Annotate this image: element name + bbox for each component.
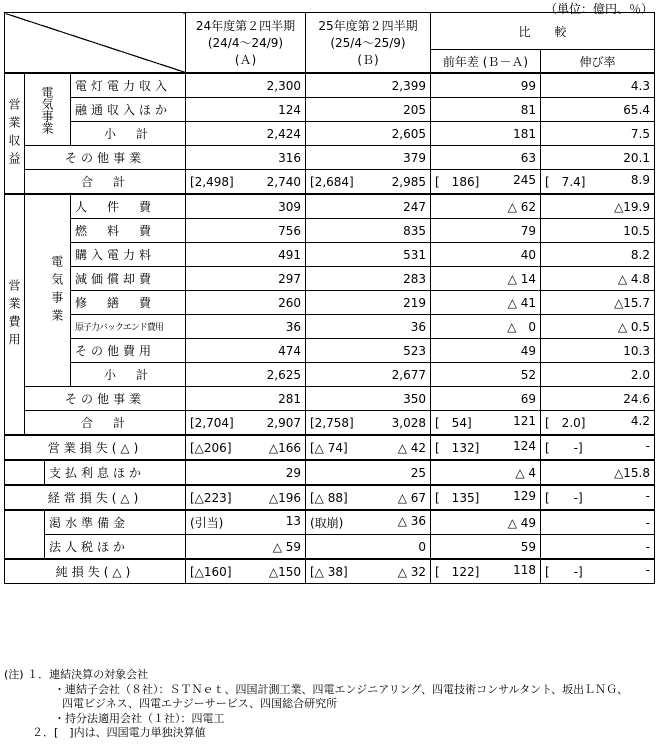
row-label: その他費用 [71, 339, 186, 363]
row-label-total: 合 計 [25, 170, 186, 195]
header-col-b: 25年度第２四半期 (25/4～25/9) (Ｂ) [306, 13, 431, 74]
unit-label: （単位：億円、％） [544, 2, 653, 16]
row-label: 人 件 費 [71, 194, 186, 219]
footnotes [4, 668, 654, 741]
row-label: 燃 料 費 [71, 219, 186, 243]
row-label: 減価償却費 [71, 267, 186, 291]
row-label: 渇水準備金 [45, 510, 186, 535]
header-diff: 前年差 (Ｂ－Ａ) [431, 50, 541, 74]
row-label: その他事業 [25, 146, 186, 170]
group-denki-jigyo-revenue: 電気事業 [25, 73, 71, 146]
row-label-total: 合 計 [25, 411, 186, 436]
row-label: 購入電力料 [71, 243, 186, 267]
note-line: 四電ビジネス、四電エナジーサービス、四国総合研究所 [62, 697, 338, 710]
row-label-net-loss: 純損失(△) [5, 559, 186, 584]
group-eigyo-shueki: 営業収益 [5, 73, 25, 194]
spacer-cell [5, 510, 45, 559]
row-label: 電灯電力収入 [71, 73, 186, 98]
note-line: ・持分法適用会社（１社）：四電工 [54, 711, 225, 725]
comparison-table: 24年度第２四半期 (24/4～24/9) (Ａ) 25年度第２四半期 (25/4～25/9) (Ｂ) 比 較 前年差 (Ｂ－Ａ) 伸び率 営業収益 電気事業 電灯電力収入 2,300 2,399 99 4.3 融通収入ほか 124 205 81 65.4 小 計 2,424 2,605 181 7.5 その他事業 316 379 63 20.1 合 計 [2,498] 2,740 [2,684] 2,985 [ 186] 245 [ 7.4] 8.9 営業費用 電気事業 人 件 費 309 247 △ 62 △19.9 燃 料 費 756 835 79 10.5 購入電力料 491 531 40 8.2 減価償却費 297 283 △ 14 △ 4.8 修 繕 費 260 219 △ 41 △15.7 原子力バックエンド費用 36 36 △ 0 △ 0.5 その他費用 474 523 49 10.3 小 計 2,625 2,677 52 2.0 その他事業 281 350 69 24.6 合 計 [2,704] 2,907 [2,758] 3,028 [ 54] 121 [ 2.0] 4.2 営業損失(△) [△206] △166 [△ 74] △ 42 [ 132] 124 [ -] - 支払利息ほか 29 25 △ 4 △15.8 経常損失(△) [△223] △196 [△ 88] △ 67 [ 135] 129 [ -] - 渇水準備金 (引当) 13 (取崩) △ 36 △ 49 - 法人税ほか △ 59 0 59 - 純損失(△) [△160] △150 [△ 38] △ 32 [ 122] 118 [ -] - [4, 12, 655, 584]
row-label: 法人税ほか [45, 535, 186, 560]
header-rate: 伸び率 [541, 50, 655, 74]
spacer-cell [5, 460, 45, 485]
row-label: 融通収入ほか [71, 98, 186, 122]
row-label: 修 繕 費 [71, 291, 186, 315]
note-line: (注) １．連結決算の対象会社 [4, 668, 149, 681]
row-label: 原子力バックエンド費用 [71, 315, 186, 339]
corner-diagonal-cell [5, 13, 186, 74]
spacer-cell [25, 194, 45, 387]
header-compare: 比 較 [431, 13, 655, 50]
row-label-ordinary-loss: 経常損失(△) [5, 485, 186, 510]
row-label: その他事業 [25, 387, 186, 411]
row-label-subtotal: 小 計 [71, 122, 186, 146]
row-label-operating-loss: 営業損失(△) [5, 435, 186, 460]
row-label-subtotal: 小 計 [71, 363, 186, 387]
header-col-a: 24年度第２四半期 (24/4～24/9) (Ａ) [186, 13, 306, 74]
row-label: 支払利息ほか [45, 460, 186, 485]
note-line: ・連結子会社（８社）：ＳＴＮｅｔ、四国計測工業、四電エンジニアリング、四電技術コンサルタント、坂出ＬＮＧ、 [54, 682, 629, 696]
group-denki-jigyo-expense: 電気事業 [45, 194, 71, 387]
group-eigyo-hiyo: 営業費用 [5, 194, 25, 435]
note-line: ２．[ ]内は、四国電力単独決算値 [32, 726, 206, 739]
